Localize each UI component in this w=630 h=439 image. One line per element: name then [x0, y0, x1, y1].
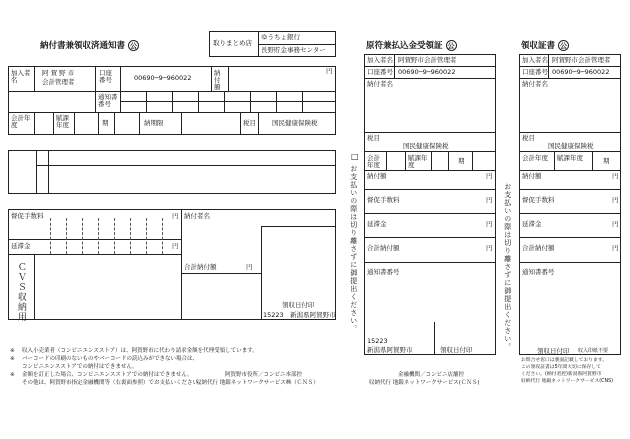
public-mark-icon: 公: [130, 42, 138, 50]
cut-note-1: お支払いの際は切り離さずに御提出ください。: [349, 165, 358, 333]
payer-label: 納付者名: [184, 212, 210, 220]
stub-title: [521, 40, 569, 51]
footnote-2b: コンビニエンスストアでの納付はできません。: [22, 364, 138, 370]
footnote-1: 収入小売業者（コンビニエンスストア）は、阿賀野市に代わり請求金額を代理受領しています。: [22, 348, 258, 354]
receipt-title: [366, 40, 457, 51]
stub-ki-label: 期: [603, 157, 610, 165]
stub-amount-yen: 円: [612, 172, 619, 180]
late-fee-yen: 円: [172, 242, 179, 250]
receipt-penalty-yen: 円: [486, 196, 493, 204]
stub-payer-label: 納付者名: [522, 80, 548, 88]
receipt-fuka-label: 賦課年度: [408, 154, 428, 170]
stub-block: [519, 54, 621, 355]
deadline-label: 納期限: [144, 119, 164, 127]
subscriber-name-1: 阿 賀 野 市: [42, 69, 75, 77]
total-yen: 円: [246, 263, 253, 271]
stub-total-label: 合計納付額: [522, 244, 555, 252]
receipt-late-fee-yen: 円: [486, 220, 493, 228]
receipt-org-1: 金融機関／コンビニ店舗控: [398, 372, 465, 378]
tax-name: 国民健康保険税: [272, 119, 318, 127]
receipt-subscriber-name: 阿賀野市会計管理者: [398, 56, 457, 64]
receipt-kaikei-label: 会計年度: [367, 154, 380, 170]
account-label: 口座番号: [99, 69, 112, 85]
stub-fuka-label: 賦課年度: [557, 154, 583, 162]
stub-note-3: ください。(納付者控)新潟県阿賀野市: [521, 372, 602, 377]
receipt-total-yen: 円: [486, 244, 493, 252]
cut-note-2: お支払いの際は切り離さずに御提出ください。: [503, 183, 512, 351]
notice-title-text: 納付書兼領収済通知書: [40, 41, 126, 51]
stub-no-stamp: 収入印紙不要: [578, 348, 609, 354]
amount-yen: 円: [326, 67, 333, 75]
fuka-label: 賦課年度: [56, 114, 69, 130]
footnote-2: バーコードの印刷のないものやバーコードの読込みができない場合は、: [22, 356, 199, 362]
footnote-mark-1: ※: [10, 348, 15, 354]
notice-title: [40, 40, 139, 51]
postal-addr: 15223 新潟県阿賀野市: [263, 311, 336, 319]
barcode-area: [8, 150, 336, 194]
receipt-title-text: 原符兼払込金受領証: [366, 41, 443, 51]
bank-name: ゆうちょ銀行: [261, 33, 300, 41]
receipt-late-fee-label: 延滞金: [367, 220, 387, 228]
stub-note-1: お問合せ窓口は裏面記載しております。: [521, 358, 607, 363]
stub-total-yen: 円: [612, 244, 619, 252]
stamp-label: 領収日付印: [282, 301, 315, 309]
account-number: 00690─9─960022: [134, 74, 192, 82]
collector-label: 取りまとめ店: [213, 39, 252, 47]
bank-center: 長野貯金事務センター: [261, 46, 326, 54]
amount-label: 納付額: [214, 69, 221, 92]
receipt-org-2: 収納代行 地銀ネットワークサービス(ＣＮＳ): [369, 380, 480, 386]
receipt-payer-label: 納付者名: [367, 80, 393, 88]
footnote-mark-3: ※: [10, 372, 15, 378]
penalty-yen: 円: [172, 212, 179, 220]
receipt-subscriber-label: 加入者名: [367, 56, 393, 64]
kaikei-label: 会計年度: [11, 114, 31, 130]
receipt-amount-yen: 円: [486, 172, 493, 180]
receipt-notice-num-label: 通知書番号: [367, 268, 400, 276]
public-mark-icon: 公: [560, 42, 568, 50]
stub-penalty-yen: 円: [612, 196, 619, 204]
footnote-3b: 阿賀野市役所／コンビニ本部控: [225, 372, 303, 378]
stub-late-fee-yen: 円: [612, 220, 619, 228]
stub-subscriber-name: 阿賀野市会計管理者: [552, 56, 611, 64]
receipt-ki-label: 期: [458, 157, 465, 165]
stub-note-2: この領収証書は5年間大切に保存して: [521, 365, 601, 370]
receipt-account-number: 00690─9─960022: [398, 68, 456, 76]
tax-label: 税目: [243, 119, 256, 127]
stub-notice-num-label: 通知書番号: [522, 268, 555, 276]
cut-mark-1: □: [351, 152, 359, 161]
footnote-4b: 収納代行 地銀ネットワークサービス㈱（ＣＮＳ）: [196, 380, 319, 386]
stub-stamp-label: 領収日付印: [537, 347, 570, 355]
stub-subscriber-label: 加入者名: [522, 56, 548, 64]
stub-account-label: 口座番号: [522, 68, 548, 76]
receipt-postal-code: 15223: [367, 337, 388, 345]
stub-note-4: 収納代行 地銀ネットワークサービス(CNS): [521, 379, 614, 384]
notice-num-label: 通知書番号: [98, 93, 118, 109]
stub-title-text: 領収証書: [521, 41, 556, 51]
stub-amount-label: 納付額: [522, 172, 542, 180]
public-mark-icon: 公: [447, 42, 455, 50]
receipt-amount-label: 納付額: [367, 172, 387, 180]
subscriber-name-2: 会計管理者: [42, 78, 75, 86]
receipt-tax-name: 国民健康保険税: [403, 142, 449, 150]
late-fee-label: 延滞金: [11, 242, 31, 250]
stub-late-fee-label: 延滞金: [522, 220, 542, 228]
stub-tax-label: 税目: [522, 134, 535, 142]
ki-label: 期: [102, 119, 109, 127]
subscriber-label: 加入者名: [11, 69, 31, 85]
footnote-4: その他は、阿賀野市指定金融機関等（右裏面参照）でお支払いください。: [22, 380, 204, 386]
penalty-label: 督促手数料: [11, 212, 44, 220]
stub-kaikei-label: 会計年度: [522, 154, 548, 162]
cvs-label: ＣＶＳ収納用: [15, 262, 26, 322]
receipt-total-label: 合計納付額: [367, 244, 400, 252]
total-label: 合計納付額: [184, 263, 217, 271]
receipt-penalty-label: 督促手数料: [367, 196, 400, 204]
stub-account-number: 00690─9─960022: [552, 68, 610, 76]
receipt-account-label: 口座番号: [367, 68, 393, 76]
receipt-tax-label: 税目: [367, 134, 380, 142]
stub-penalty-label: 督促手数料: [522, 196, 555, 204]
footnote-mark-2: ※: [10, 356, 15, 362]
receipt-block: [364, 54, 496, 355]
footnote-3: 金額を訂正した場合、コンビニエンスストアでの納付はできません。: [22, 372, 193, 378]
stub-tax-name: 国民健康保険税: [548, 142, 594, 150]
receipt-stamp-label: 領収日付印: [440, 346, 473, 354]
receipt-postal-addr: 新潟県阿賀野市: [367, 346, 413, 354]
